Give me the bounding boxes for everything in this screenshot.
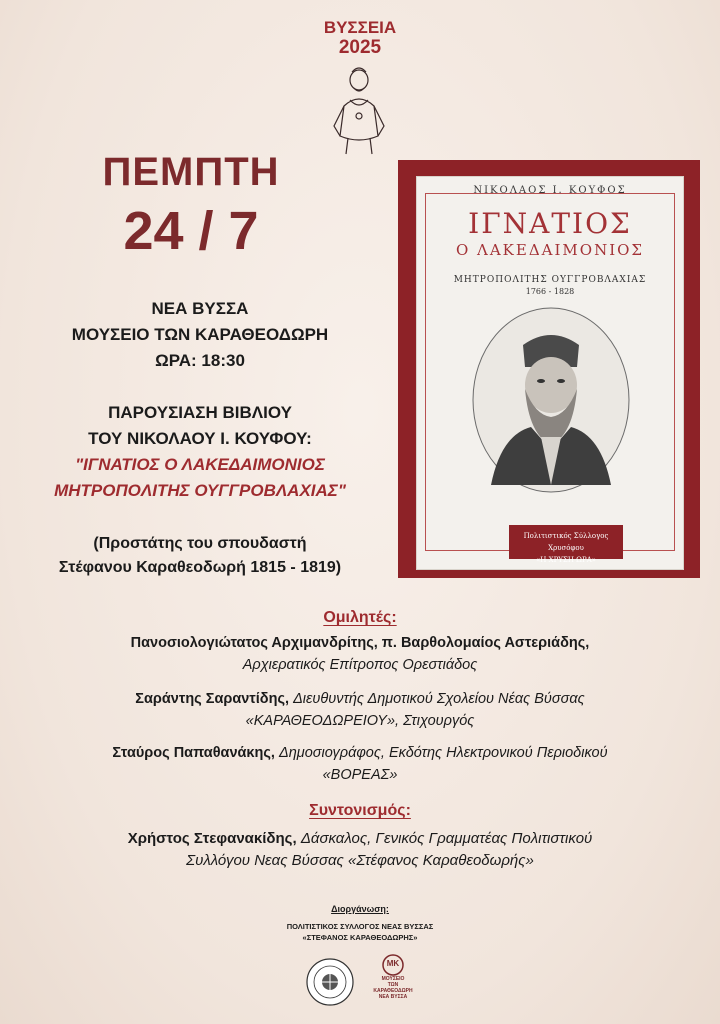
speaker-2-role-2: «ΚΑΡΑΘΕΟΔΩΡΕΙΟΥ», Στιχουργός: [245, 713, 475, 729]
book-title-line2: ΜΗΤΡΟΠΟΛΙΤΗΣ ΟΥΓΓΡΟΒΛΑΧΙΑΣ": [54, 481, 346, 500]
museum-line2: ΤΩΝ: [387, 982, 399, 988]
museum-logo: [368, 954, 418, 1014]
speaker-2-name: Σαράντης Σαραντίδης,: [135, 691, 290, 707]
museum-mark: MK: [386, 959, 400, 968]
bishop-portrait-icon: [471, 305, 631, 495]
patron-line1: (Προστάτης του σπουδαστή: [93, 535, 307, 552]
organizer-line2: «ΣΤΕΦΑΝΟΣ ΚΑΡΑΘΕΟΔΩΡΗΣ»: [302, 933, 418, 942]
speaker-1-role: Αρχιερατικός Επίτροπος Ορεστιάδος: [242, 657, 478, 673]
publisher-band: [509, 525, 623, 564]
presentation-line2: ΤΟΥ ΝΙΚΟΛΑΟΥ Ι. ΚΟΥΦΟΥ:: [88, 429, 312, 448]
speaker-3-role-2: «ΒΟΡΕΑΣ»: [322, 767, 398, 783]
event-time: ΩΡΑ: 18:30: [155, 351, 245, 370]
presentation-line1: ΠΑΡΟΥΣΙΑΣΗ ΒΙΒΛΙΟΥ: [108, 403, 292, 422]
coordinator-role-2: Συλλόγου Νεας Βύσσας «Στέφανος Καραθεοδωρής»: [186, 852, 534, 869]
speaker-3-name: Σταύρος Παπαθανάκης,: [112, 745, 275, 761]
book-cover-years: 1766 - 1828: [525, 287, 575, 296]
museum-line4: ΝΕΑ ΒΥΣΣΑ: [378, 994, 408, 1000]
book-cover-title: ΙΓΝΑΤΙΟΣ: [468, 207, 632, 240]
publisher-line2: «Η ΧΡΥΣΗ ΩΡΑ»: [535, 556, 597, 564]
museum-line3: ΚΑΡΑΘΕΟΔΩΡΗ: [373, 988, 413, 994]
festival-name: ΒΥΣΣΕΙΑ: [323, 18, 397, 37]
woman-figure-icon: [326, 66, 392, 156]
speaker-3-role: Δημοσιογράφος, Εκδότης Ηλεκτρονικού Περιοδικού: [278, 745, 608, 761]
book-cover-subtitle: ΜΗΤΡΟΠΟΛΙΤΗΣ ΟΥΓΓΡΟΒΛΑΧΙΑΣ: [453, 275, 647, 285]
organizer-line1: ΠΟΛΙΤΙΣΤΙΚΟΣ ΣΥΛΛΟΓΟΣ ΝΕΑΣ ΒΥΣΣΑΣ: [286, 922, 434, 931]
organizer-name: [0, 921, 720, 943]
coordinator-name: Χρήστος Στεφανακίδης,: [127, 830, 297, 847]
festival-logo: [300, 18, 420, 58]
coordinator: [60, 828, 660, 872]
book-presentation: [20, 400, 380, 504]
location-venue: ΜΟΥΣΕΙΟ ΤΩΝ ΚΑΡΑΘΕΟΔΩΡΗ: [71, 325, 329, 344]
speaker-1-name: Πανοσιολογιώτατος Αρχιμανδρίτης, π. Βαρθολομαίος Αστεριάδης,: [130, 635, 590, 651]
coordinator-role: Δάσκαλος, Γενικός Γραμματέας Πολιτιστικού: [300, 830, 593, 847]
speaker-2-role: Διευθυντής Δημοτικού Σχολείου Νέας Βύσσας: [293, 691, 585, 707]
event-day: ΠΕΜΠΤΗ: [102, 150, 280, 194]
book-cover: [416, 176, 684, 570]
speaker-2: [60, 688, 660, 732]
book-cover-title-2: Ο ΛΑΚΕΔΑΙΜΟΝΙΟΣ: [455, 241, 645, 259]
book-title-line1: "ΙΓΝΑΤΙΟΣ Ο ΛΑΚΕΔΑΙΜΟΝΙΟΣ: [75, 455, 325, 474]
book-author: ΝΙΚΟΛΑΟΣ Ι. ΚΟΥΦΟΣ: [473, 185, 627, 196]
event-date: 24 / 7: [123, 201, 259, 261]
organizer-label: Διοργάνωση:: [331, 904, 389, 914]
association-seal-icon: [306, 958, 354, 1006]
speaker-3: [60, 742, 660, 786]
speaker-1: [60, 632, 660, 676]
speakers-heading: Ομιλητές:: [323, 609, 397, 626]
festival-year: 2025: [338, 37, 382, 58]
publisher-line1: Πολιτιστικός Σύλλογος Χρυσόφου: [523, 532, 609, 552]
patron-line2: Στέφανου Καραθεοδωρή 1815 - 1819): [58, 559, 342, 576]
event-location: [20, 296, 380, 374]
coordination-heading: Συντονισμός:: [309, 802, 411, 819]
location-town: ΝΕΑ ΒΥΣΣΑ: [151, 299, 249, 318]
patron-note: [20, 532, 380, 580]
museum-line1: ΜΟΥΣΕΙΟ: [381, 976, 405, 982]
